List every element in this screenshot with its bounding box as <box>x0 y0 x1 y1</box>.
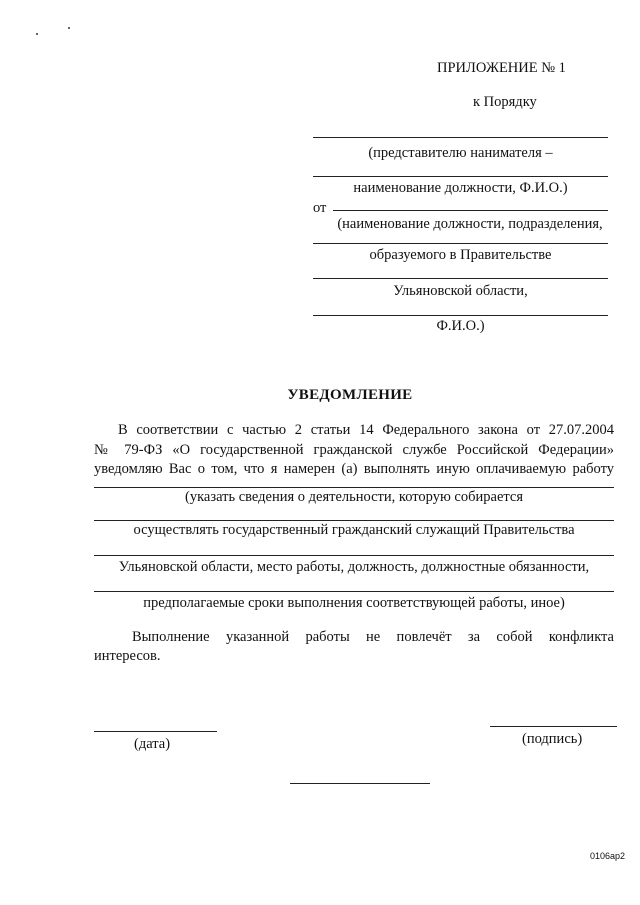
addressee-line-4 <box>313 243 608 244</box>
addressee-caption-2: наименование должности, Ф.И.О.) <box>353 180 568 196</box>
date-line <box>94 731 217 732</box>
from-label: от <box>313 200 327 216</box>
activity-hint-3: Ульяновской области, место работы, должность, должностные обязанности, <box>118 559 590 575</box>
addressee-caption-6: Ф.И.О.) <box>436 318 485 334</box>
to-order-label: к Порядку <box>473 94 537 110</box>
body-para2-line2: интересов. <box>94 648 161 664</box>
addressee-line-5 <box>313 278 608 279</box>
footer-code: 0106ар2 <box>590 851 626 861</box>
addressee-caption-3: (наименование должности, подразделения, <box>337 216 603 232</box>
activity-hint-2: осуществлять государственный гражданский служащий Правительства <box>133 522 575 538</box>
body-para1-line3: уведомляю Вас о том, что я намерен (а) выполнять иную оплачиваемую работу <box>94 461 614 477</box>
addressee-line-6 <box>313 315 608 316</box>
addressee-caption-5: Ульяновской области, <box>393 283 528 299</box>
addressee-line-3 <box>333 210 608 211</box>
scan-speck <box>36 33 38 35</box>
activity-hint-1: (указать сведения о деятельности, которую собирается <box>185 489 523 505</box>
bottom-rule <box>290 783 430 784</box>
body-para2-line1: Выполнение указанной работы не повлечёт за собой конфликта <box>132 629 614 645</box>
activity-line-2 <box>94 520 614 521</box>
appendix-label: ПРИЛОЖЕНИЕ № 1 <box>437 60 566 76</box>
addressee-caption-4: образуемого в Правительстве <box>369 247 552 263</box>
activity-hint-4: предполагаемые сроки выполнения соответствующей работы, иное) <box>143 595 565 611</box>
signature-label: (подпись) <box>522 731 583 747</box>
date-label: (дата) <box>134 736 171 752</box>
addressee-line-1 <box>313 137 608 138</box>
signature-line <box>490 726 617 727</box>
activity-line-1 <box>94 487 614 488</box>
body-para1-line1: В соответствии с частью 2 статьи 14 Федерального закона от 27.07.2004 <box>118 422 614 438</box>
page-title: УВЕДОМЛЕНИЕ <box>287 387 413 403</box>
activity-line-4 <box>94 591 614 592</box>
addressee-line-2 <box>313 176 608 177</box>
addressee-caption-1: (представителю нанимателя – <box>368 145 553 161</box>
body-para1-line2: № 79-ФЗ «О государственной гражданской службе Российской Федерации» <box>94 442 614 458</box>
activity-line-3 <box>94 555 614 556</box>
scan-speck <box>68 27 70 29</box>
